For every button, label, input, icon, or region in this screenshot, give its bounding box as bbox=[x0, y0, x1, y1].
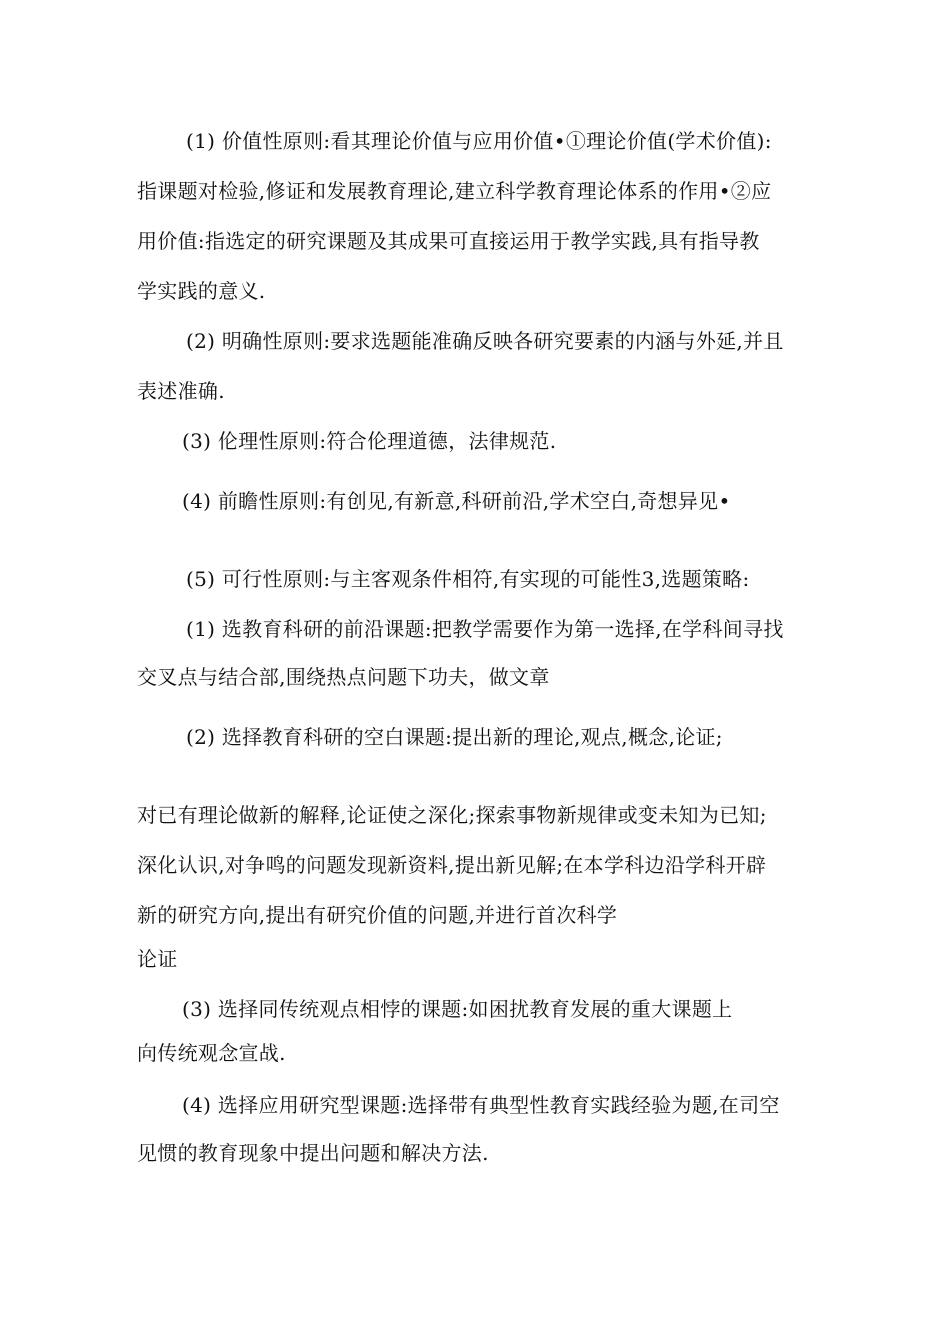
text-line-1: (1) 价值性原则:看其理论价值与应用价值•①理论价值(学术价值): bbox=[186, 129, 772, 153]
text-line-11: 交叉点与结合部,围绕热点问题下功夫，做文章 bbox=[137, 665, 550, 689]
text-line-8: (4) 前瞻性原则:有创见,有新意,科研前沿,学术空白,奇想异见• bbox=[182, 489, 731, 513]
text-line-7: (3) 伦理性原则:符合伦理道德，法律规范. bbox=[182, 429, 557, 453]
text-line-19: (4) 选择应用研究型课题:选择带有典型性教育实践经验为题,在司空 bbox=[182, 1093, 780, 1117]
text-line-15: 新的研究方向,提出有研究价值的问题,并进行首次科学 bbox=[137, 903, 618, 927]
text-line-9: (5) 可行性原则:与主客观条件相符,有实现的可能性3,选题策略: bbox=[186, 567, 750, 591]
text-line-4: 学实践的意义. bbox=[137, 279, 266, 303]
text-line-6: 表述准确. bbox=[137, 379, 225, 403]
text-line-17: (3) 选择同传统观点相悖的课题:如困扰教育发展的重大课题上 bbox=[182, 997, 733, 1021]
text-line-10: (1) 选教育科研的前沿课题:把教学需要作为第一选择,在学科间寻找 bbox=[186, 617, 784, 641]
text-line-18: 向传统观念宣战. bbox=[137, 1041, 286, 1065]
text-line-16: 论证 bbox=[137, 947, 178, 971]
text-line-3: 用价值:指选定的研究课题及其成果可直接运用于教学实践,具有指导教 bbox=[137, 229, 760, 253]
text-line-12: (2) 选择教育科研的空白课题:提出新的理论,观点,概念,论证; bbox=[186, 725, 723, 749]
text-line-2: 指课题对检验,修证和发展教育理论,建立科学教育理论体系的作用•②应 bbox=[137, 179, 772, 203]
text-line-13: 对已有理论做新的解释,论证使之深化;探索事物新规律或变未知为已知; bbox=[137, 803, 767, 827]
text-line-5: (2) 明确性原则:要求选题能准确反映各研究要素的内涵与外延,并且 bbox=[186, 329, 784, 353]
text-line-20: 见惯的教育现象中提出问题和解决方法. bbox=[137, 1141, 489, 1165]
text-line-14: 深化认识,对争鸣的问题发现新资料,提出新见解;在本学科边沿学科开辟 bbox=[137, 853, 767, 877]
